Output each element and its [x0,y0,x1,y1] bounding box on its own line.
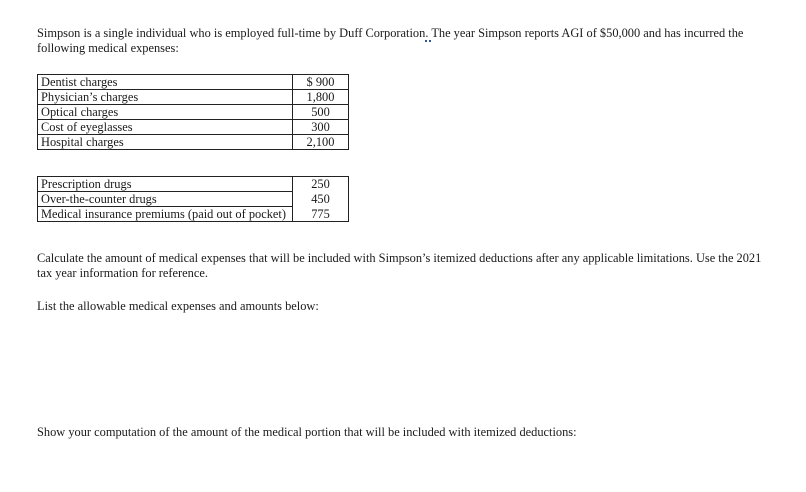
expense-amount: $ 900 [293,75,349,90]
intro-paragraph [37,26,777,56]
table-row [38,192,349,207]
table-row [38,120,349,135]
table-row [38,90,349,105]
table-row [38,75,349,90]
expense-label: Over-the-counter drugs [38,192,293,207]
expense-amount: 1,800 [293,90,349,105]
computation-prompt: Show your computation of the amount of the medical portion that will be included with itemized deductions: [37,425,577,439]
expense-amount: 2,100 [293,135,349,150]
task-paragraph: Calculate the amount of medical expenses that will be included with Simpson’s itemized deductions after any applicable limitations. Use the 2021 tax year information for reference. [37,251,762,280]
expense-amount: 250 [293,177,349,192]
expense-amount: 450 [293,192,349,207]
intro-text-end: The year Simpson reports AGI of $50,000 and has incurred the following medical expenses: [37,26,744,55]
expense-label: Cost of eyeglasses [38,120,293,135]
expense-label: Physician’s charges [38,90,293,105]
expense-amount: 500 [293,105,349,120]
table-row [38,207,349,222]
expense-label: Dentist charges [38,75,293,90]
grammar-flag: . [425,26,432,40]
expense-label: Prescription drugs [38,177,293,192]
expense-label: Optical charges [38,105,293,120]
list-prompt: List the allowable medical expenses and amounts below: [37,299,319,313]
expense-amount: 300 [293,120,349,135]
expense-label: Hospital charges [38,135,293,150]
table-row [38,105,349,120]
expense-label: Medical insurance premiums (paid out of pocket) [38,207,293,222]
table-row [38,177,349,192]
table-row [38,135,349,150]
intro-text-start: Simpson is a single individual who is employed full-time by Duff Corporation [37,26,426,40]
medical-expenses-table [37,74,349,150]
expense-amount: 775 [293,207,349,222]
drug-and-insurance-table [37,176,349,222]
